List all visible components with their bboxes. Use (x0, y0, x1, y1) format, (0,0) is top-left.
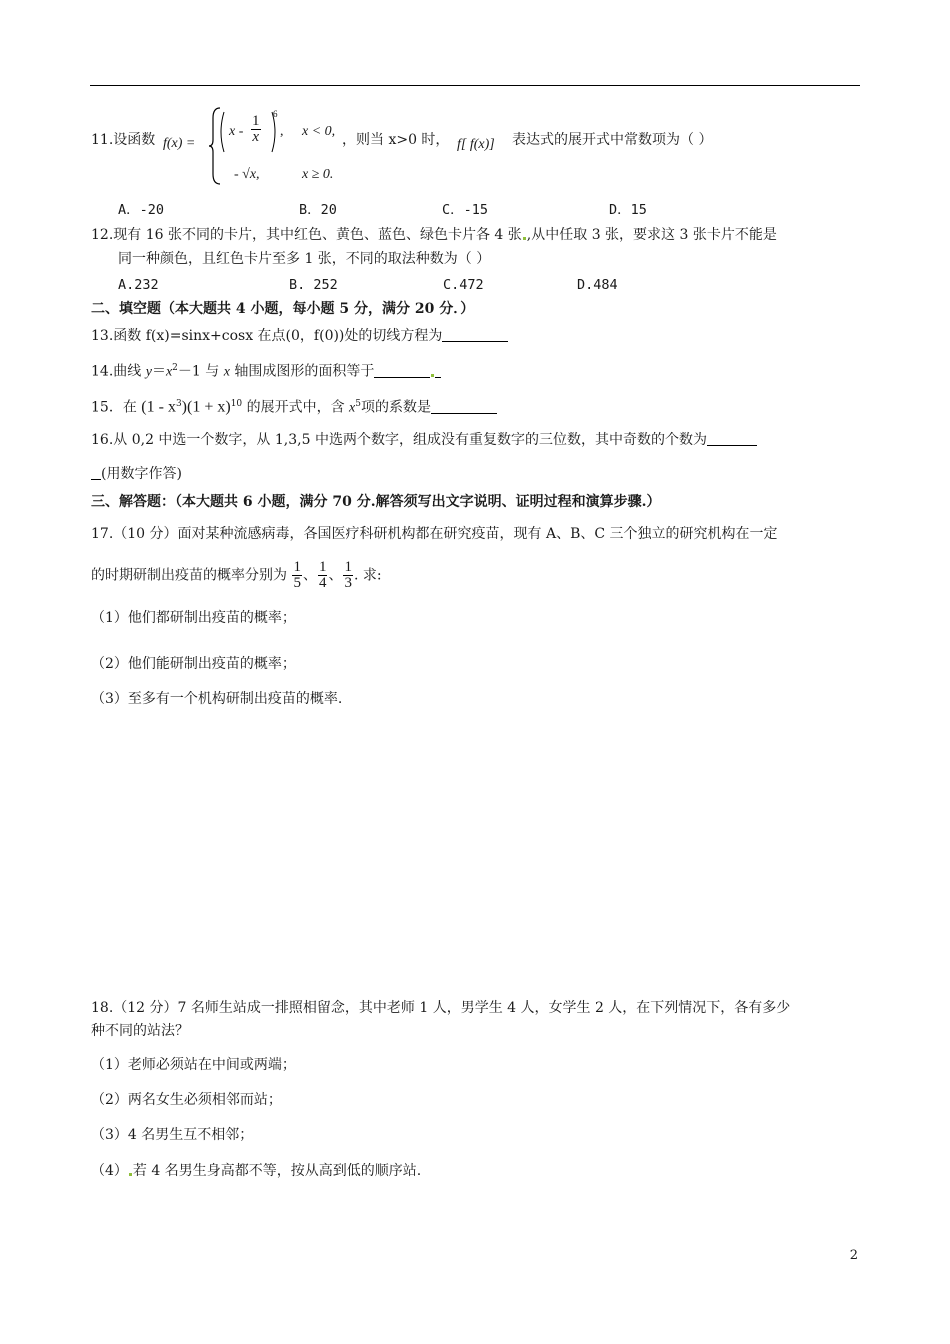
q11-suffix: 表达式的展开式中常数项为（ ） (512, 132, 713, 148)
q12-option-a: A.232 (118, 277, 159, 293)
q12-line-2: 同一种颜色，且红色卡片至多 1 张，不同的取法种数为（ ） (118, 251, 491, 267)
q11-option-a: A．-20 (118, 202, 165, 218)
answer-blank (431, 399, 497, 414)
q18-part-3: （3）4 名男生互不相邻； (91, 1127, 254, 1143)
mark-dot (129, 1173, 132, 1176)
case1-exp: 6 (273, 109, 278, 119)
section-2-heading: 二、填空题（本大题共 4 小题，每小题 5 分，满分 20 分．） (91, 301, 475, 317)
q11-option-d: D．15 (609, 202, 647, 218)
q11-prefix: 11.设函数 (91, 132, 156, 148)
header-rule (90, 85, 860, 86)
q11-option-c: C．-15 (442, 202, 489, 218)
q11-middle: ，则当 x>0 时， (342, 132, 450, 148)
answer-blank (442, 327, 508, 342)
q12-option-b: B. 252 (289, 277, 338, 293)
fraction-c: $\frac{1}{3}$ (344, 559, 352, 591)
q11-fx: f(x) = (163, 136, 196, 151)
question-14: 14.曲线 $y=x^2-1$ 与 x 轴围成图形的面积等于 (91, 359, 441, 382)
case2-expr: - √x, (234, 167, 260, 182)
q18-part-2: （2）两名女生必须相邻而站； (91, 1092, 282, 1108)
q17-part-3: （3）至多有一个机构研制出疫苗的概率. (91, 691, 343, 707)
q12-option-d: D.484 (577, 277, 618, 293)
q17-line-2: 的时期研制出疫苗的概率分别为 $\frac{1}{5}$ 、 $\frac{1}{4}$ 、 $\frac{1}{3}$ . 求: (91, 559, 382, 591)
q18-line-1: 18.（12 分）7 名师生站成一排照相留念，其中老师 1 人，男学生 4 人，女学生 2 人，在下列情况下，各有多少 (91, 1000, 791, 1016)
q12-line-1: 12.现有 16 张不同的卡片，其中红色、黄色、蓝色、绿色卡片各 4 张 ,从中任取 3 张，要求这 3 张卡片不能是 (91, 227, 777, 243)
mark-dot (431, 374, 434, 377)
case1-parens (218, 110, 278, 154)
q17-line-1: 17.（10 分）面对某种流感病毒，各国医疗科研机构都在研究疫苗，现有 A、B、C 三个独立的研究机构在一定 (91, 526, 778, 542)
q18-part-1: （1）老师必须站在中间或两端； (91, 1057, 296, 1073)
case2-cond: x ≥ 0. (302, 167, 334, 182)
question-16-line-2: (用数字作答) (91, 465, 182, 483)
mark-dot (523, 237, 526, 240)
case1-num: 1 (252, 113, 260, 129)
case1-den: x (252, 129, 260, 145)
fraction-a: $\frac{1}{5}$ (293, 559, 301, 591)
q17-part-1: （1）他们都研制出疫苗的概率； (91, 610, 296, 626)
case1-expr: x - (229, 124, 244, 139)
case1-cond: x < 0, (302, 124, 336, 139)
q18-part-4: （4） 若 4 名男生身高都不等，按从高到低的顺序站. (91, 1163, 422, 1179)
answer-blank (707, 431, 757, 446)
question-13: 13.函数 f(x)=sinx+cosx 在点(0，f(0))处的切线方程为 (91, 327, 508, 345)
section-3-heading: 三、解答题：（本大题共 6 小题，满分 70 分.解答须写出文字说明、证明过程和演算步骤.） (91, 494, 661, 510)
question-16-line-1: 16.从 0,2 中选一个数字，从 1,3,5 中选两个数字，组成没有重复数字的三位数，其中奇数的个数为 (91, 431, 757, 449)
q12-option-c: C.472 (443, 277, 484, 293)
q11-ffx: f[ f(x)] (457, 137, 495, 152)
answer-blank (374, 363, 430, 378)
case1-fraction (251, 114, 261, 145)
page-number: 2 (849, 1248, 858, 1263)
q17-part-2: （2）他们能研制出疫苗的概率； (91, 656, 296, 672)
question-15: 15．在 $(1 - x^3)(1 + x)^{10}$ 的展开式中，含 $x^5$项的系数是 (91, 395, 497, 418)
q11-option-b: B．20 (299, 202, 337, 218)
q18-line-2: 种不同的站法？ (91, 1023, 189, 1039)
fraction-b: $\frac{1}{4}$ (318, 559, 327, 591)
